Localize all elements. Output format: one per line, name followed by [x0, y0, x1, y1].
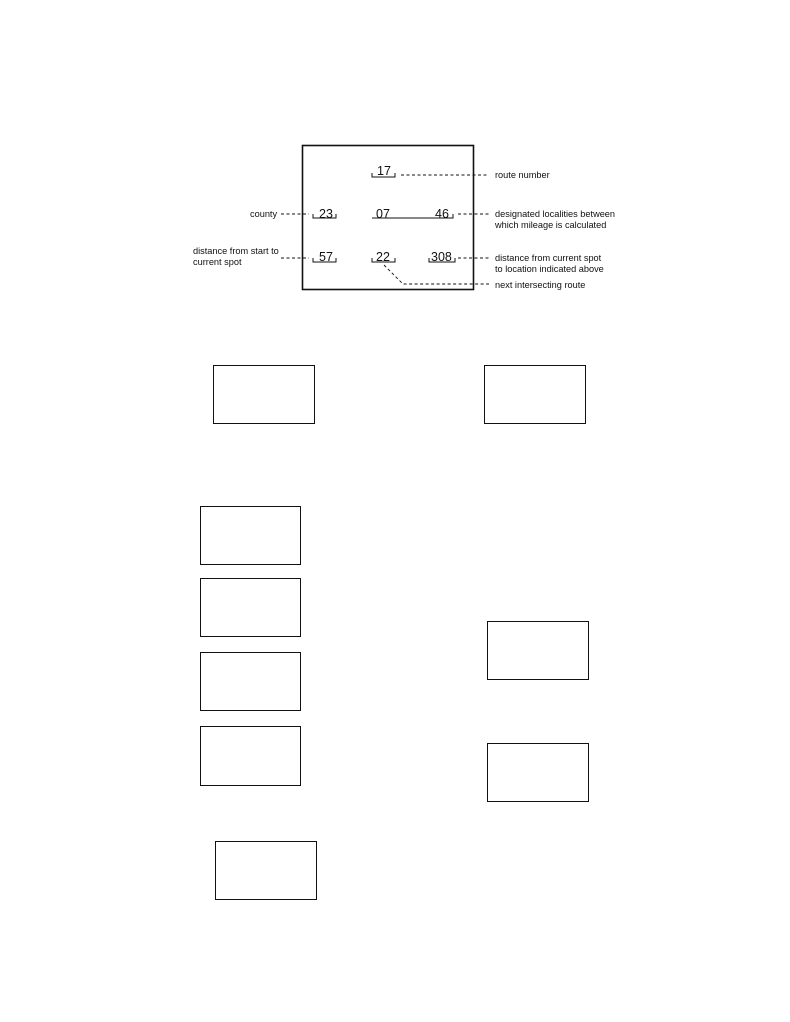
localities-label-line1: designated localities between	[495, 209, 616, 219]
start-distance-label-line2: current spot	[193, 257, 242, 267]
location-distance-label-line1: distance from current spot	[495, 253, 602, 263]
locality-from-value: 07	[376, 207, 390, 221]
blank-marker-box	[200, 652, 301, 711]
blank-marker-box	[200, 578, 301, 637]
blank-marker-box	[200, 726, 301, 786]
start-distance-value: 57	[319, 250, 333, 264]
blank-marker-box	[487, 743, 589, 802]
intersecting-route-value: 22	[376, 250, 390, 264]
blank-marker-box	[487, 621, 589, 680]
localities-label-line2: which mileage is calculated	[495, 220, 607, 230]
county-label: county	[250, 209, 278, 219]
location-distance-label-line2: to location indicated above	[495, 264, 604, 274]
route-number-value: 17	[377, 164, 391, 178]
location-distance-value: 308	[431, 250, 452, 264]
county-value: 23	[319, 207, 333, 221]
blank-marker-box	[213, 365, 315, 424]
blank-marker-box	[484, 365, 586, 424]
blank-marker-box	[200, 506, 301, 565]
start-distance-label-line1: distance from start to	[193, 246, 279, 256]
route-number-label: route number	[495, 170, 550, 180]
blank-marker-box	[215, 841, 317, 900]
intersecting-route-label: next intersecting route	[495, 280, 586, 290]
locality-to-value: 46	[435, 207, 449, 221]
